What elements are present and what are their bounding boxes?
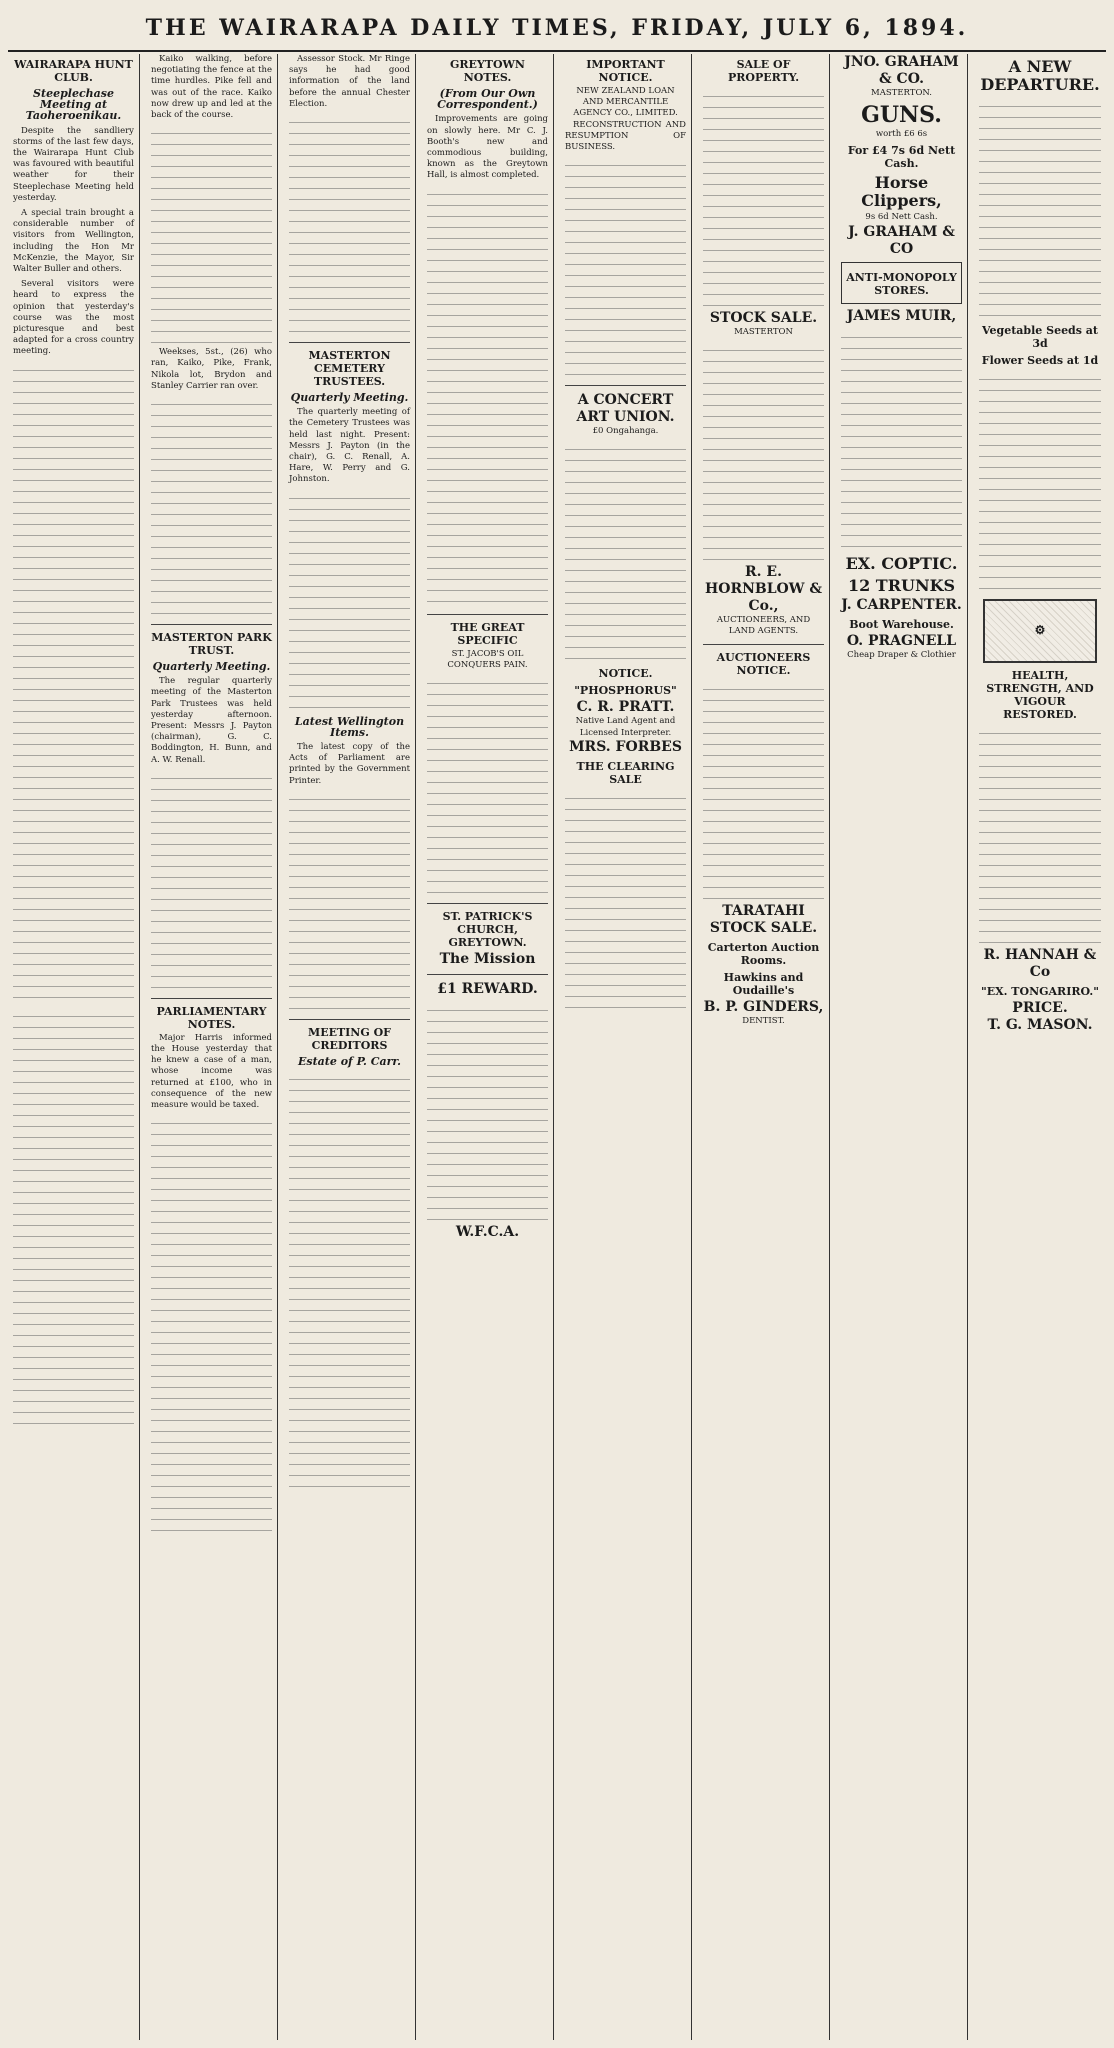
new-departure-heading: A NEW DEPARTURE. [980, 57, 1100, 94]
columns [8, 54, 1106, 2040]
col2-paragraph-4: Major Harris informed the House yesterday that he knew a case of a man, whose income was returned at £100, who in consequence of the new measure would be taxed. [151, 1032, 272, 1111]
park-trust-subheading: Quarterly Meeting. [152, 660, 271, 674]
hunt-club-subheading: Steeplechase Meeting at Taoheroenikau. [25, 87, 122, 123]
stock-sale-heading: STOCK SALE. [709, 310, 818, 326]
col4-paragraph-1: Improvements are going on slowly here. Mr C. J. Booth's new and commodious building, known as the Greytown Hall, is almost completed. [427, 114, 548, 181]
column-1 [8, 54, 140, 2040]
column-7 [836, 54, 968, 2040]
col3-paragraph-3: The latest copy of the Acts of Parliament are printed by the Government Printer. [289, 742, 410, 786]
col2-paragraph-1: Kaiko walking, before negotiating the fence at the time hurdles. Pike fell and was out of the race. Kaiko now drew up and led at the back of the course. [151, 54, 272, 121]
guns-heading: GUNS. [861, 102, 942, 129]
col5-body-text [565, 159, 686, 379]
stock-sale-location: MASTERTON [734, 327, 793, 337]
clearing-sale-heading: THE CLEARING SALE [576, 759, 675, 786]
tongariro-heading: "EX. TONGARIRO." [981, 985, 1099, 998]
creditors-subheading: Estate of P. Carr. [298, 1054, 401, 1068]
hunt-club-heading: WAIRARAPA HUNT CLUB. [14, 58, 133, 84]
mason-heading: T. G. MASON. [987, 1017, 1093, 1033]
advertisement-illustration: ⚙ [983, 599, 1097, 663]
boot-warehouse-heading: Boot Warehouse. [849, 617, 954, 631]
loan-agency-line: NEW ZEALAND LOAN AND MERCANTILE AGENCY CO., LIMITED. [573, 86, 678, 119]
price-heading: PRICE. [1012, 1000, 1068, 1016]
phosphorus-heading: "PHOSPHORUS" [574, 684, 677, 698]
col3-body-text-4 [289, 1073, 410, 1493]
divider [151, 998, 272, 999]
divider [703, 644, 824, 645]
vegetable-seeds-line: Vegetable Seeds at 3d [982, 324, 1098, 350]
pratt-heading: C. R. PRATT. [576, 699, 675, 716]
horse-clippers-heading: Horse Clippers, [861, 173, 942, 211]
col7-body-text [841, 331, 962, 551]
divider [427, 903, 548, 904]
col1-paragraph-1: Despite the sandliery storms of the last few days, the Wairarapa Hunt Club was favoured with beautiful weather for their Steeplechase Meeting held yesterday. [13, 125, 134, 203]
divider [289, 1019, 410, 1020]
st-jacobs-oil-line: ST. JACOB'S OIL CONQUERS PAIN. [447, 648, 528, 670]
col8-body-text [979, 100, 1101, 320]
graham-heading-2: J. GRAHAM & CO [848, 223, 955, 257]
muir-heading: JAMES MUIR, [846, 307, 957, 324]
column-4 [422, 54, 554, 2040]
divider [427, 974, 548, 975]
graham-location: MASTERTON. [870, 88, 933, 98]
col2-body-text [151, 127, 272, 347]
flower-seeds-line: Flower Seeds at 1d [981, 354, 1099, 367]
reward-heading: £1 REWARD. [437, 981, 538, 998]
divider [565, 385, 686, 386]
col4-ad-text-2 [427, 1004, 548, 1224]
stock-sale-heading-2: STOCK SALE. [709, 919, 818, 936]
column-8 [974, 54, 1106, 2040]
anti-monopoly-heading: ANTI-MONOPOLY STORES. [846, 270, 957, 297]
hannah-heading: R. HANNAH & Co [983, 947, 1097, 980]
divider [151, 624, 272, 625]
hawkins-heading: Hawkins and Oudaille's [723, 970, 804, 997]
col6-body-text [703, 90, 824, 310]
hornblow-subheading: AUCTIONEERS, AND LAND AGENTS. [716, 615, 811, 637]
anti-monopoly-box [841, 262, 962, 304]
greytown-subheading: (From Our Own Correspondent.) [437, 87, 538, 112]
ginders-heading: B. P. GINDERS, [703, 998, 824, 1015]
divider [427, 614, 548, 615]
parliamentary-notes-heading: PARLIAMENTARY NOTES. [156, 1004, 267, 1031]
clippers-price-line: 9s 6d Nett Cash. [865, 212, 938, 223]
column-5 [560, 54, 692, 2040]
auctioneers-notice-heading: AUCTIONEERS NOTICE. [716, 650, 811, 677]
prize-line: £0 Ongahanga. [592, 426, 659, 437]
carterton-heading: Carterton Auction Rooms. [707, 940, 820, 967]
col4-body-text [427, 188, 548, 608]
guns-price-line: For £4 7s 6d Nett Cash. [847, 144, 956, 171]
cemetery-trustees-heading: MASTERTON CEMETERY TRUSTEES. [308, 349, 391, 389]
col2-paragraph-3: The regular quarterly meeting of the Masterton Park Trustees was held yesterday afternoon. Present: Messrs J. Payton (chairman), G. C. Boddington, H. Bunn, and A. W. Renall. [151, 676, 272, 765]
ginders-subheading: DENTIST. [742, 1015, 785, 1026]
st-patricks-heading: ST. PATRICK'S CHURCH, GREYTOWN. [442, 910, 533, 950]
notice-heading: NOTICE. [598, 667, 653, 681]
col1-paragraph-3: Several visitors were heard to express the opinion that yesterday's course was the most picturesque and best adapted for a cross country meeting. [13, 279, 134, 357]
cemetery-subheading: Quarterly Meeting. [290, 391, 409, 405]
carpenter-heading: J. CARPENTER. [841, 596, 962, 613]
col3-body-text-3 [289, 793, 410, 1013]
column-2 [146, 54, 278, 2040]
col2-body-text-2 [151, 398, 272, 618]
col4-ad-text [427, 677, 548, 897]
mission-heading: The Mission [439, 951, 536, 968]
guns-worth-line: worth £6 6s [875, 129, 928, 140]
col1-body-text [13, 364, 134, 1004]
masthead: THE WAIRARAPA DAILY TIMES, FRIDAY, JULY 6, 1894. [8, 6, 1106, 52]
taratahi-heading: TARATAHI [722, 902, 805, 919]
creditors-heading: MEETING OF CREDITORS [308, 1025, 391, 1052]
column-6 [698, 54, 830, 2040]
trunks-heading: 12 TRUNKS [847, 575, 956, 595]
wellington-items-heading: Latest Wellington Items. [294, 714, 405, 739]
col6-body-text-3 [703, 683, 824, 903]
hornblow-heading: R. E. HORNBLOW & Co., [705, 564, 822, 615]
park-trust-heading: MASTERTON PARK TRUST. [151, 631, 272, 658]
concert-heading: A CONCERT [577, 392, 674, 409]
col2-body-text-3 [151, 772, 272, 992]
divider [289, 342, 410, 343]
col5-body-text-2 [565, 443, 686, 663]
forbes-heading: MRS. FORBES [569, 738, 682, 755]
wfca-heading: W.F.C.A. [455, 1224, 520, 1241]
col3-paragraph-2: The quarterly meeting of the Cemetery Trustees was held last night. Present: Messrs J. Payton (in the chair), G. C. Renall, A. Hare, W. Perry and G. Johnston. [289, 407, 410, 485]
col3-body-text [289, 116, 410, 336]
art-union-heading: ART UNION. [576, 409, 675, 426]
great-specific-heading: THE GREAT SPECIFIC [450, 620, 525, 647]
reconstruction-line: RECONSTRUCTION AND RESUMPTION OF BUSINESS. [565, 119, 686, 153]
graham-heading: JNO. GRAHAM & CO. [844, 54, 959, 87]
col2-body-text-4 [151, 1117, 272, 1537]
col1-body-text-2 [13, 1010, 134, 1430]
col8-body-text-2 [979, 373, 1101, 593]
coptic-heading: EX. COPTIC. [845, 553, 958, 573]
col5-body-text-3 [565, 792, 686, 1012]
column-3 [284, 54, 416, 2040]
col3-body-text-2 [289, 492, 410, 712]
important-notice-heading: IMPORTANT NOTICE. [586, 58, 665, 84]
pragnell-subheading: Cheap Draper & Clothier [847, 649, 956, 660]
pratt-subheading: Native Land Agent and Licensed Interpreter. [575, 716, 676, 738]
property-sale-heading: SALE OF PROPERTY. [727, 58, 800, 84]
col3-paragraph-1: Assessor Stock. Mr Ringe says he had good information of the land before the annual Chester Election. [289, 54, 410, 109]
col6-body-text-2 [703, 344, 824, 564]
health-heading: HEALTH, STRENGTH, AND VIGOUR RESTORED. [986, 669, 1094, 721]
col8-body-text-3 [979, 727, 1101, 947]
col2-paragraph-2: Weekses, 5st., (26) who ran, Kaiko, Pike, Frank, Nikola lot, Brydon and Stanley Carrier ran over. [151, 347, 272, 391]
col1-paragraph-2: A special train brought a considerable number of visitors from Wellington, including the Hon Mr McKenzie, the Mayor, Sir Walter Buller and others. [13, 208, 134, 275]
greytown-notes-heading: GREYTOWN NOTES. [450, 58, 525, 84]
pragnell-heading: O. PRAGNELL [846, 632, 957, 649]
